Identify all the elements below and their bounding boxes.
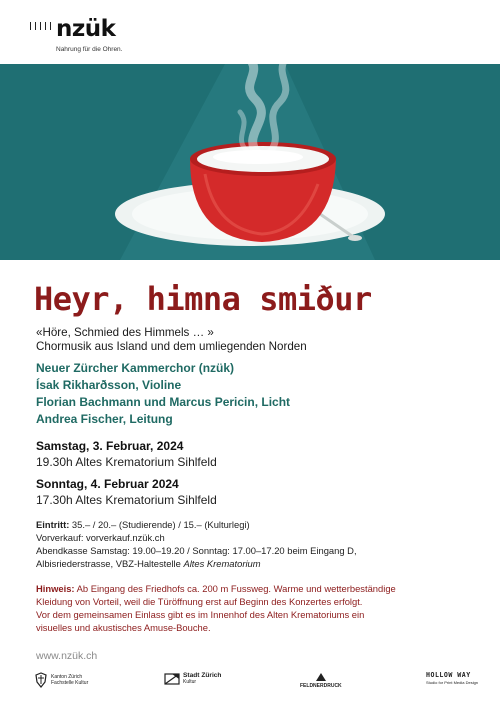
ticket-price-values: 35.– / 20.– (Studierende) / 15.– (Kulturlegi) xyxy=(69,519,250,530)
logo-tagline: Nahrung für die Ohren. xyxy=(56,46,123,53)
hint-notice xyxy=(36,582,476,634)
hint-line-1 xyxy=(36,582,476,595)
hint-line-4: visuelles und akustisches Amuse-Bouche. xyxy=(36,622,211,633)
sponsor-feldnerdruck xyxy=(300,672,342,689)
event-place: 19.30h Altes Krematorium Sihlfeld xyxy=(36,455,217,469)
performer-conductor: Andrea Fischer, Leitung xyxy=(36,412,173,426)
hollow-way-logo-icon: HOLLOW WAY xyxy=(426,671,471,679)
sponsor-hollow-way-sub: Studio for Print Media Design xyxy=(426,680,479,685)
logo-wordmark: nzük xyxy=(56,16,116,42)
performer-choir: Neuer Zürcher Kammerchor (nzük) xyxy=(36,361,235,375)
hero-image xyxy=(0,64,500,260)
sponsor-stadt-sub: Kultur xyxy=(183,679,197,685)
canton-zurich-crest-icon xyxy=(34,672,48,688)
ticket-info xyxy=(36,518,357,570)
ticket-boxoffice: Abendkasse Samstag: 19.00–19.20 / Sonntag: 17.00–17.20 beim Eingang D, xyxy=(36,545,357,556)
steaming-bowl-icon xyxy=(0,64,500,260)
subtitle-line-1: «Höre, Schmied des Himmels … » xyxy=(36,326,214,339)
subtitle-line-2: Chormusik aus Island und dem umliegenden Norden xyxy=(36,340,307,353)
hint-label: Hinweis: xyxy=(36,583,75,594)
event-title: Heyr, himna smiður xyxy=(34,280,372,318)
ticket-label: Eintritt: xyxy=(36,519,70,530)
hint-text-1: Ab Eingang des Friedhofs ca. 200 m Fussweg. Warme und wetterbeständige xyxy=(74,583,396,594)
sponsor-logos xyxy=(34,671,479,696)
event-date: Samstag, 3. Februar, 2024 xyxy=(36,439,184,453)
sponsor-feldnerdruck-name: FELDNERDRUCK xyxy=(300,683,342,689)
sponsor-kanton-zurich xyxy=(34,672,88,688)
city-zurich-crest-icon xyxy=(164,673,180,685)
hint-line-2: Kleidung von Vorteil, weil die Türöffnung erst auf Beginn des Konzertes erfolgt. xyxy=(36,596,363,607)
event-date: Sonntag, 4. Februar 2024 xyxy=(36,477,179,491)
performer-violin: Ísak Rikharðsson, Violine xyxy=(36,378,182,392)
feldnerdruck-logo-icon xyxy=(314,672,328,682)
performers-list xyxy=(36,360,290,428)
website-link[interactable]: www.nzük.ch xyxy=(36,650,98,662)
sponsor-stadt-zurich xyxy=(164,672,221,685)
ticket-address-stop: Altes Krematorium xyxy=(183,558,261,569)
event-subtitle xyxy=(36,326,307,354)
ticket-address-text: Albisriederstrasse, VBZ-Haltestelle xyxy=(36,558,184,569)
event-saturday xyxy=(36,438,217,470)
event-place: 17.30h Altes Krematorium Sihlfeld xyxy=(36,493,217,507)
hint-line-3: Vor dem gemeinsamen Einlass gibt es im Innenhof des Alten Krematoriums ein xyxy=(36,609,365,620)
ticket-address xyxy=(36,557,357,570)
sponsor-stadt-name: Stadt Zürich xyxy=(183,672,222,679)
sponsor-kanton-name: Kanton Zürich Fachstelle Kultur xyxy=(51,674,89,686)
ticket-presale: Vorverkauf: vorverkauf.nzük.ch xyxy=(36,532,165,543)
event-sunday xyxy=(36,476,217,508)
sponsor-hollow-way xyxy=(426,672,478,686)
ticket-prices xyxy=(36,518,357,531)
performer-light: Florian Bachmann und Marcus Pericin, Licht xyxy=(36,395,291,409)
